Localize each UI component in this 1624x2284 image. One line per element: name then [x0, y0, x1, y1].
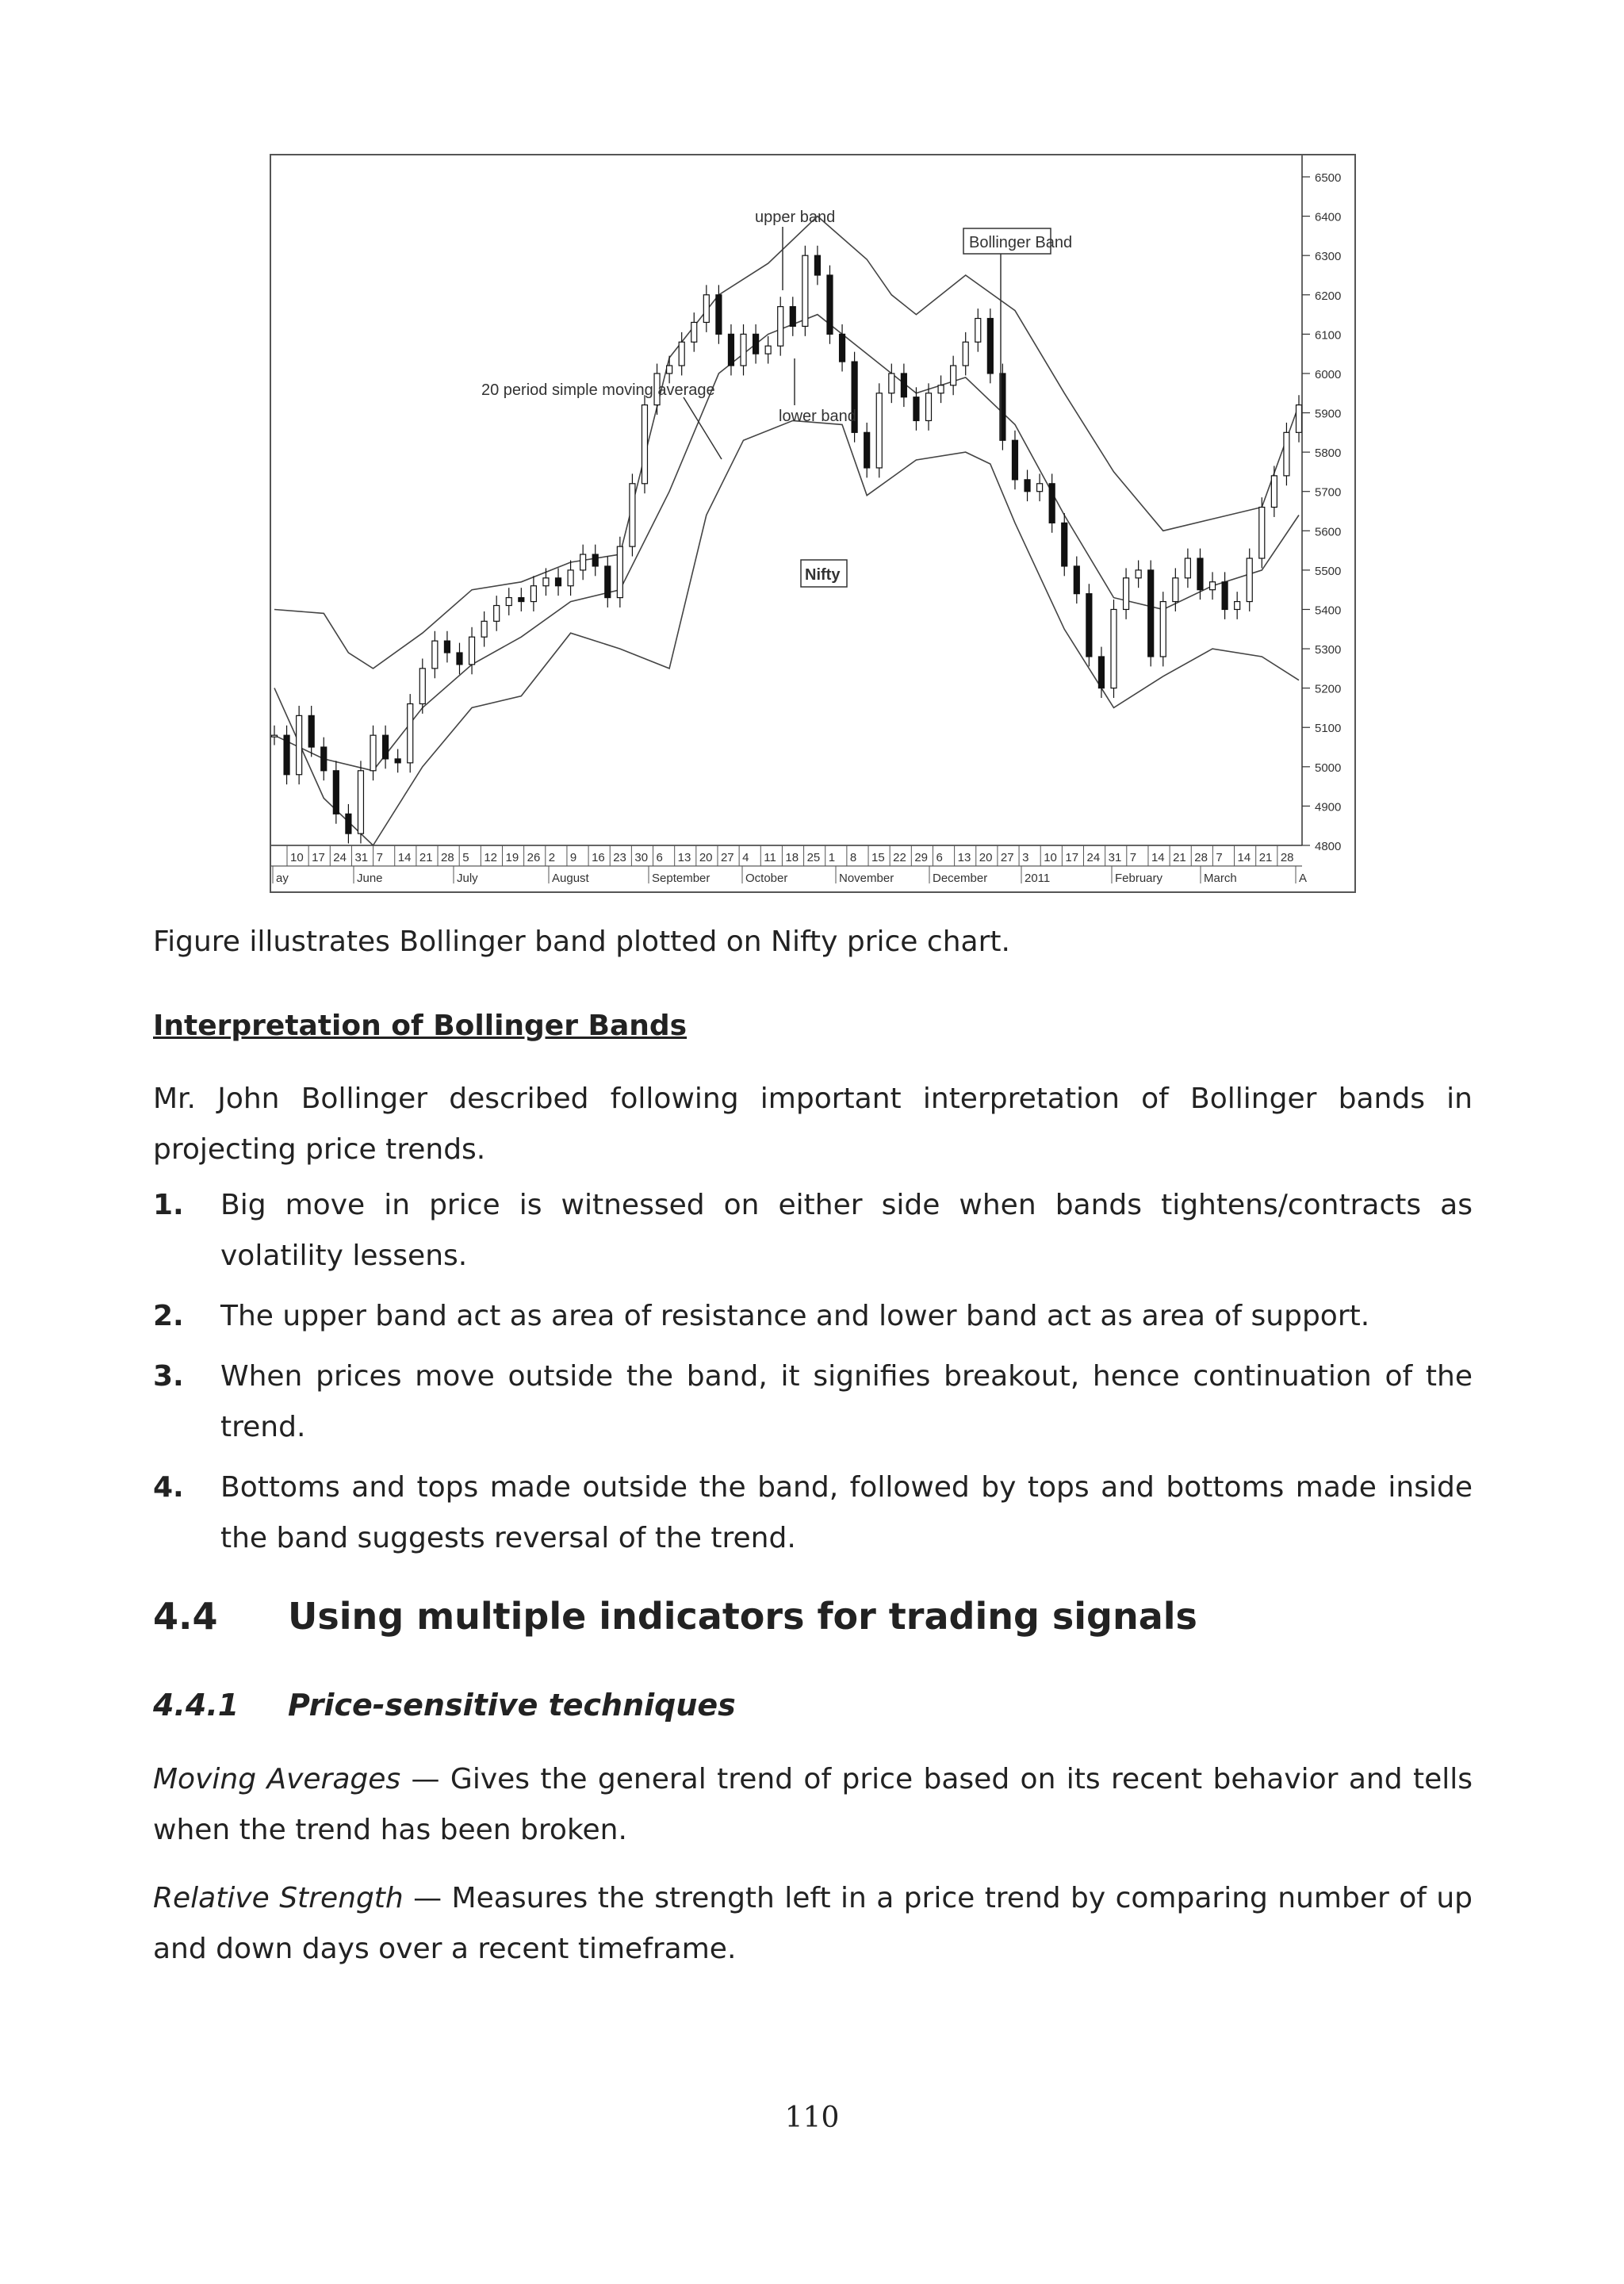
x-day-label: 1	[828, 851, 836, 864]
section-title: Using multiple indicators for trading signals	[288, 1595, 1197, 1638]
y-tick-label: 5500	[1315, 564, 1342, 578]
candle	[840, 324, 845, 372]
bollinger-chart	[271, 155, 1354, 891]
relative-strength-paragraph	[153, 1873, 1473, 1975]
x-day-label: 28	[1280, 851, 1294, 864]
candle	[728, 324, 733, 375]
x-day-label: 3	[1022, 851, 1029, 864]
x-day-label: 14	[1151, 851, 1165, 864]
y-tick-label: 4900	[1315, 800, 1342, 814]
list-number: 2.	[153, 1300, 184, 1332]
candle	[1148, 560, 1154, 666]
x-day-label: 15	[871, 851, 885, 864]
y-tick-label: 5000	[1315, 761, 1342, 775]
list-item	[153, 1462, 1473, 1564]
candle	[1271, 466, 1277, 516]
bollinger-chart-figure	[270, 154, 1356, 893]
candle	[1160, 592, 1166, 666]
moving-averages-term: Moving Averages	[153, 1763, 401, 1795]
x-day-label: 19	[505, 851, 519, 864]
list-text: Bottoms and tops made outside the band, followed by tops and bottoms made inside the band suggests reversal of the trend.	[220, 1471, 1473, 1554]
candle	[284, 726, 289, 784]
x-month-label: March	[1204, 872, 1237, 885]
candle	[802, 246, 808, 336]
section-heading	[153, 1591, 1197, 1642]
candle	[1185, 549, 1190, 588]
candle	[975, 308, 981, 352]
candle	[408, 694, 413, 772]
x-month-label: December	[933, 872, 988, 885]
x-day-label: 7	[1216, 851, 1223, 864]
intro-paragraph: Mr. John Bollinger described following important interpretation of Bollinger bands in projecting price trends.	[153, 1083, 1473, 1166]
candle	[506, 588, 511, 615]
x-month-label: A	[1299, 872, 1308, 885]
annotation-sma: 20 period simple moving average	[481, 381, 715, 399]
x-month-label: ay	[276, 872, 289, 885]
list-item	[153, 1291, 1473, 1342]
x-day-label: 2	[548, 851, 556, 864]
candle	[1062, 513, 1067, 576]
candle	[889, 364, 894, 404]
x-month-label: September	[652, 872, 710, 885]
candle	[1210, 572, 1216, 600]
candle	[1235, 592, 1240, 619]
candle	[901, 364, 906, 408]
interpretation-list	[153, 1180, 1473, 1573]
x-day-label: 17	[1065, 851, 1079, 864]
annotation-upper-band: upper band	[755, 209, 836, 226]
candle	[1049, 473, 1055, 532]
candle	[1197, 549, 1203, 600]
x-day-label: 20	[699, 851, 713, 864]
list-text: Big move in price is witnessed on either side when bands tightens/contracts as volatility lessens.	[220, 1189, 1473, 1272]
candle	[790, 297, 795, 336]
series-lower-band	[274, 420, 1299, 845]
x-day-label: 25	[806, 851, 821, 864]
x-month-label: 2011	[1025, 872, 1051, 885]
y-tick-label: 4800	[1315, 840, 1342, 853]
candle	[556, 568, 561, 596]
candle	[1074, 557, 1079, 604]
candle	[617, 537, 622, 607]
x-day-label: 14	[397, 851, 412, 864]
candle	[272, 726, 278, 745]
y-tick-label: 5900	[1315, 407, 1342, 421]
page-number: 110	[784, 2102, 840, 2134]
list-text: When prices move outside the band, it signifies breakout, hence continuation of the trend.	[220, 1360, 1473, 1443]
candle	[630, 473, 635, 556]
y-tick-label: 5300	[1315, 643, 1342, 657]
candle	[432, 631, 438, 679]
x-day-label: 8	[849, 851, 857, 864]
candle	[1037, 473, 1043, 501]
x-day-label: 21	[1173, 851, 1186, 864]
candle	[469, 627, 475, 675]
candle	[827, 266, 833, 344]
candle	[457, 643, 462, 675]
candle	[963, 332, 968, 376]
x-day-label: 6	[656, 851, 663, 864]
x-day-label: 13	[677, 851, 691, 864]
candle	[530, 576, 536, 611]
candle	[765, 336, 771, 364]
candle	[308, 706, 314, 757]
y-tick-label: 5200	[1315, 682, 1342, 696]
subsection-number: 4.4.1	[153, 1688, 239, 1723]
list-number: 1.	[153, 1189, 184, 1221]
candle	[519, 588, 524, 611]
x-day-label: 30	[634, 851, 649, 864]
x-day-label: 29	[914, 851, 929, 864]
list-text: The upper band act as area of resistance and lower band act as area of support.	[220, 1300, 1370, 1332]
candle	[592, 545, 598, 577]
y-tick-label: 5600	[1315, 525, 1342, 539]
x-day-label: 28	[441, 851, 454, 864]
candle	[1124, 568, 1129, 619]
list-number: 3.	[153, 1360, 184, 1393]
candle	[444, 631, 450, 663]
section-number: 4.4	[153, 1595, 218, 1638]
y-tick-label: 6000	[1315, 367, 1342, 381]
candle	[1012, 431, 1017, 489]
interpretation-heading: Interpretation of Bollinger Bands	[153, 1010, 688, 1042]
candle	[1136, 560, 1141, 588]
x-day-label: 27	[1000, 851, 1014, 864]
x-month-label: November	[839, 872, 894, 885]
annotation-bollinger-band: Bollinger Band	[969, 234, 1073, 251]
x-month-label: February	[1115, 872, 1163, 885]
candle	[1086, 584, 1092, 666]
x-day-label: 7	[376, 851, 383, 864]
chart-title: Nifty	[805, 566, 841, 584]
y-tick-label: 6200	[1315, 289, 1342, 303]
x-day-label: 13	[957, 851, 971, 864]
candle	[814, 246, 820, 286]
y-tick-label: 5400	[1315, 604, 1342, 618]
candle	[370, 726, 376, 780]
x-day-label: 21	[1258, 851, 1273, 864]
x-day-label: 28	[1194, 851, 1208, 864]
y-tick-label: 6500	[1315, 171, 1342, 185]
subsection-title: Price-sensitive techniques	[288, 1688, 736, 1723]
candle	[1247, 549, 1252, 611]
candle	[1284, 423, 1289, 485]
y-tick-label: 6100	[1315, 328, 1342, 343]
x-day-label: 24	[333, 851, 347, 864]
annotation-lower-band: lower band	[779, 408, 856, 425]
list-number: 4.	[153, 1471, 184, 1504]
figure-caption: Figure illustrates Bollinger band plotted on Nifty price chart.	[153, 925, 1010, 958]
x-day-label: 11	[764, 851, 776, 864]
x-day-label: 9	[569, 851, 577, 864]
candle	[1259, 497, 1265, 568]
list-item	[153, 1180, 1473, 1282]
x-day-label: 14	[1237, 851, 1251, 864]
y-tick-label: 6300	[1315, 250, 1342, 264]
candle	[876, 383, 882, 477]
x-day-label: 23	[613, 851, 626, 864]
candle	[1025, 469, 1030, 501]
x-day-label: 4	[742, 851, 749, 864]
candle	[1297, 395, 1302, 443]
candle	[321, 738, 327, 781]
x-day-label: 24	[1086, 851, 1101, 864]
candle	[753, 324, 759, 364]
candle	[914, 387, 919, 431]
candle	[297, 706, 302, 784]
candle	[568, 560, 573, 596]
candle	[691, 312, 697, 352]
candle	[987, 308, 993, 383]
moving-averages-text: — Gives the general trend of price based on its recent behavior and tells when the trend has been broken.	[153, 1763, 1473, 1846]
relative-strength-term: Relative Strength	[153, 1882, 404, 1914]
candle	[642, 395, 647, 493]
x-day-label: 31	[1108, 851, 1122, 864]
x-day-label: 12	[484, 851, 498, 864]
candle	[938, 375, 944, 403]
candle	[703, 285, 709, 332]
x-day-label: 22	[893, 851, 906, 864]
x-month-label: August	[552, 872, 589, 885]
candle	[580, 545, 586, 581]
x-month-label: June	[357, 872, 383, 885]
candle	[346, 804, 351, 844]
series-upper-band	[274, 217, 1299, 669]
series-20-period-simple-moving-average	[274, 315, 1299, 771]
x-month-label: July	[457, 872, 478, 885]
x-day-label: 10	[290, 851, 304, 864]
candle	[741, 324, 746, 375]
y-tick-label: 5800	[1315, 446, 1342, 461]
x-day-label: 20	[979, 851, 993, 864]
candle	[481, 611, 487, 647]
annotation-sma-pointer	[684, 397, 722, 459]
y-tick-label: 6400	[1315, 210, 1342, 224]
candle	[667, 356, 672, 384]
x-day-label: 6	[936, 851, 943, 864]
x-day-label: 21	[419, 851, 433, 864]
x-day-label: 16	[592, 851, 605, 864]
candle	[1111, 600, 1116, 698]
y-tick-label: 5700	[1315, 485, 1342, 500]
candle	[605, 557, 611, 607]
x-day-label: 31	[354, 851, 369, 864]
relative-strength-text: — Measures the strength left in a price trend by comparing number of up and down days over a recent timeframe.	[153, 1882, 1473, 1965]
candle	[383, 726, 389, 769]
candle	[395, 749, 400, 773]
candle	[951, 356, 956, 396]
x-month-label: October	[745, 872, 788, 885]
x-day-label: 17	[312, 851, 325, 864]
x-day-label: 7	[1129, 851, 1137, 864]
candle	[358, 761, 363, 843]
candle	[778, 297, 783, 355]
candle	[852, 352, 857, 443]
candle	[494, 596, 500, 631]
x-day-label: 5	[462, 851, 469, 864]
x-day-label: 26	[527, 851, 541, 864]
candle	[864, 423, 870, 477]
moving-averages-paragraph	[153, 1754, 1473, 1856]
x-day-label: 27	[720, 851, 734, 864]
x-day-label: 18	[785, 851, 799, 864]
subsection-heading	[153, 1683, 736, 1727]
list-item	[153, 1351, 1473, 1453]
x-day-label: 10	[1044, 851, 1057, 864]
candle	[333, 761, 339, 823]
y-tick-label: 5100	[1315, 722, 1342, 736]
candle	[1222, 572, 1228, 619]
